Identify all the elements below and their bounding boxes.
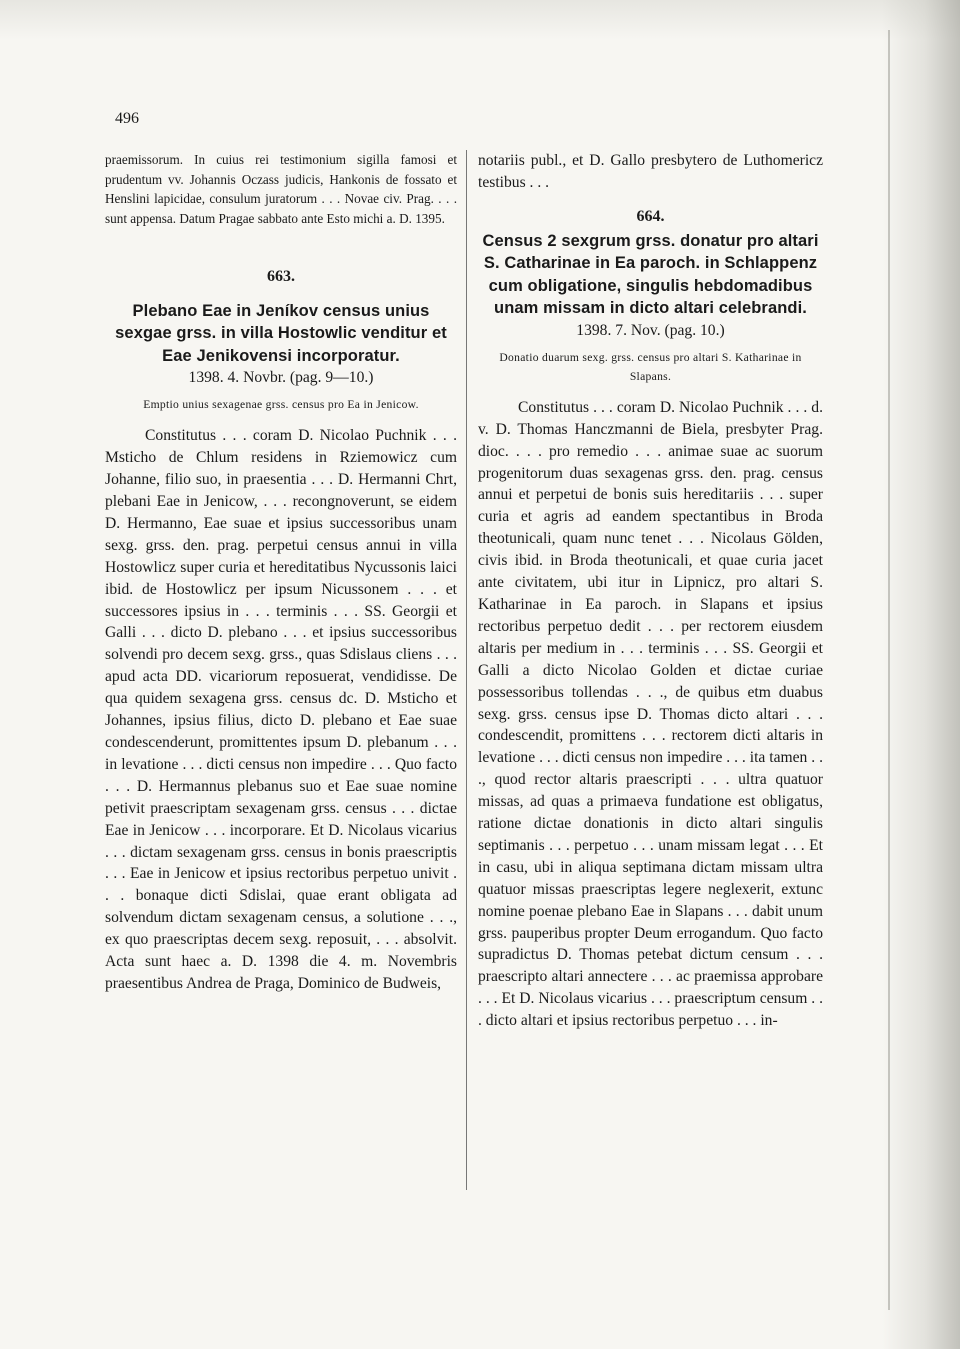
entry-663-body xyxy=(105,425,457,995)
right-intro xyxy=(478,150,823,194)
left-column xyxy=(105,150,457,995)
entry-664-body-text: Constitutus . . . coram D. Nicolao Puchnik . . . d. v. D. Thomas Hanczmanni de Biela, presbyter Prag. dioc. . . . pro remedio . . . animae suae ac suorum progenitorum duas sexagenas grss. den. prag. census annui et perpetui de bonis suis hereditariis . . . super curia et agris ad eandem spectantibus in Broda theotunicali, quam nunc tenet . . . Nicolaus Gölden, civis ibid. in Broda theotunicali, et quae curia jacet ante civitatem, ubi itur in Lipnicz, pro altari S. Katharinae in Ea paroch. in Slapans et ipsius rectoribus perpetuo dedit . . . per rectorem eiusdem altaris per medium in . . . terminis . . . SS. Georgii et Galli a dicto Nicolao Golden et dictae curiae possessoribus tollendas . . ., de quibus etm duabus sexg. grss. census ipse D. Thomas dicto altari . . . condescendit, promittens . . . rectorem dicti altaris in levatione . . . dicti census non impedire . . . ita tamen . . ., quod rector altaris praescripti . . . ultra quatuor missas, ad quas a primaeva fundatione est obligatus, ratione dictae donationis in dicto altari singulis septimanis . . . perpetuo . . . unam missam legat . . . Et in casu, ubi in aliqua septimana dictam missam ultra quatuor missas praescriptas legere neglexerit, extunc nomine poenae plebano Eae in Slapans . . . dabit unum grss. pauperibus propter Deum errogandum. Quo facto supradictus D. Thomas petebat dictum censum . . . praescripto altari annectere . . . ac praemissa approbare . . . Et D. Nicolaus vicarius . . . praescriptum censum . . . dicto altari et ipsius rectoribus perpetuo . . . in- xyxy=(478,398,823,1030)
entry-664-body xyxy=(478,397,823,1032)
column-divider xyxy=(466,150,467,1190)
scan-shadow-edge xyxy=(882,0,960,1349)
right-intro-text: notariis publ., et D. Gallo presbytero de Luthomericz testibus . . . xyxy=(478,152,823,191)
entry-663-heading: Plebano Eae in Jeníkov census unius sexgae grss. in villa Hostowlic venditur et Eae Jenikovensi incorporatur. xyxy=(115,301,447,365)
entry-664-heading: Census 2 sexgrum grss. donatur pro altari S. Catharinae in Ea paroch. in Schlappenz cum obligatione, singulis hebdomadibus unam missam in dicto altari celebrandi. xyxy=(482,231,819,318)
left-intro-text: praemissorum. In cuius rei testimonium sigilla famosi et prudentum vv. Johannis Oczass judicis, Hankonis de fossato et Henslini lapicidae, consulum juratorum . . . Novae civ. Prag. . . . sunt appensa. Datum Pragae sabbato ante Esto michi a. D. 1395. xyxy=(105,152,457,227)
right-column xyxy=(478,150,823,1032)
entry-664-date: 1398. 7. Nov. (pag. 10.) xyxy=(576,321,725,339)
scan-binding-line xyxy=(888,30,890,1310)
page-number: 496 xyxy=(115,110,139,127)
entry-number-663: 663. xyxy=(267,267,295,285)
entry-663-regest: Emptio unius sexagenae grss. census pro Ea in Jenicow. xyxy=(143,398,419,412)
scan-shadow-top xyxy=(0,0,960,40)
entry-number-664: 664. xyxy=(636,207,665,225)
entry-664-regest: Donatio duarum sexg. grss. census pro altari S. Katharinae in Slapans. xyxy=(499,350,802,383)
entry-663-date: 1398. 4. Novbr. (pag. 9—10.) xyxy=(188,369,374,387)
entry-663-body-text: Constitutus . . . coram D. Nicolao Puchnik . . . Msticho de Chlum residens in Rziemowicz cum Johanne, filio suo, in praesentia . . . D. Hermanni Chrt, plebani Eae in Jenicow, . . . recongnoverunt, se eidem D. Hermanno, Eae suae et ipsius successoribus unam sexg. grss. den. prag. perpetui census annui in villa Hostowlicz super curia et hereditatibus Nycussonis laici ibid. de Hostowlicz per ipsum Nicussonem . . . et successores ipsius in . . . terminis . . . SS. Georgii et Galli . . . dicto D. plebano . . . et ipsius successoribus solvendi pro decem sexg. grss., quas Sdislaus cliens . . . apud acta DD. vicariorum reposuerat, vendidisse. De qua quidem sexagena grss. census dc. D. Msticho et Johannes, ipsius filius, dicto D. plebano et Eae suae condescenderunt, promittentes ipsum D. plebanum . . . in levatione . . . dicti census non impedire . . . Quo facto . . . D. Hermannus plebanus suo et Eae suae nomine petivit praescriptam sexagenam grss. census . . . dictae Eae in Jenicow . . . incorporare. Et D. Nicolaus vicarius . . . dictam sexagenam grss. census in bonis praescriptis . . . Eae in Jenicow et ipsius rectoribus perpetuo univit . . . bonaque dicti Sdislai, quae erant obligata ad solvendum dictam sexagenam census, a solutione . . ., ex quo praescriptas decem sexg. reposuit, . . . absolvit. Acta sunt haec a. D. 1398 die 4. m. Novembris praesentibus Andrea de Praga, Dominico de Budweis, xyxy=(105,427,457,992)
